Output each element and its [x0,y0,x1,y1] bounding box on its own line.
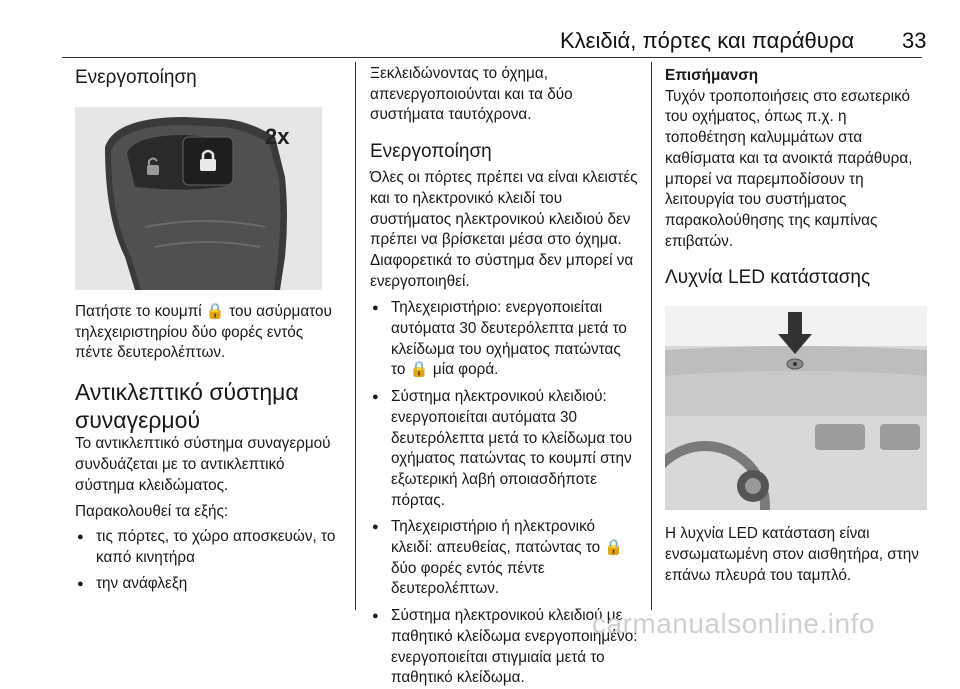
activation-subheading: Ενεργοποίηση [370,141,492,163]
page-header [0,0,960,58]
list-item: ● Τηλεχειριστήριο: ενεργοποιείται αυτόματα 30 δευτερόλεπτα μετά το κλείδωμα του οχήματος πατώντας το 🔒 μία φορά. [370,298,638,381]
list-item: ● Σύστημα ηλεκτρονικού κλειδιού με παθητικό κλείδωμα ενεργοποιημένο: ενεργοποιείται στιγμιαία μετά το παθητικό κλείδωμα. [370,606,638,689]
left-paragraph-3: Παρακολουθεί τα εξής: [75,503,229,521]
left-paragraph-1: Πατήστε το κουμπί 🔒 του ασύρματου τηλεχειριστηρίου δύο φορές εντός πέντε δευτερολέπτων. [75,303,332,362]
left-column [75,60,345,595]
left-paragraph-2: Το αντικλεπτικό σύστημα συναγερμού συνδυάζεται με το αντικλεπτικό σύστημα κλειδώματος. [75,435,331,494]
page-number: 33 [902,28,927,53]
note-text: Τυχόν τροποποιήσεις στο εσωτερικό του οχήματος, όπως π.χ. η τοποθέτηση καλυμμάτων στα καθίσματα και τα ανοικτά παράθυρα, μπορεί να παρεμποδίσουν τη λειτουργία του συστήματος παρακολούθησης της καμπίνας επιβατών. [665,87,913,250]
alarm-system-title: Αντικλεπτικό σύστημα συναγερμού [75,379,299,434]
column-divider-right [651,62,652,610]
list-item: ● τις πόρτες, το χώρο αποσκευών, το καπό κινητήρα [75,527,345,568]
column-divider-left [355,62,356,610]
list-item: ● Σύστημα ηλεκτρονικού κλειδιού: ενεργοποιείται αυτόματα 30 δευτερόλεπτα μετά το κλείδωμα του οχήματος πατώντας το κουμπί στην εξωτερική λαβή οποιασδήποτε πόρτας. [370,387,638,511]
status-led-heading: Λυχνία LED κατάστασης [665,267,871,289]
middle-paragraph-2: Όλες οι πόρτες πρέπει να είναι κλειστές και το ηλεκτρονικό κλειδί του συστήματος ηλεκτρονικού κλειδιού δεν πρέπει να βρίσκεται μέσα στο όχημα. Διαφορετικά το σύστημα δεν μπορεί να ενεργοποιηθεί. [370,169,638,290]
monitored-list [75,527,345,595]
middle-paragraph-1: Ξεκλειδώνοντας το όχημα, απενεργοποιούνται και τα δύο συστήματα ταυτόχρονα. [370,65,573,124]
right-paragraph-1: Η λυχνία LED κατάσταση είναι ενσωματωμένη στον αισθητήρα, στην επάνω πλευρά του ταμπλό. [665,525,919,584]
dashboard-illustration [665,306,927,510]
dashboard-led-figure [665,306,927,510]
led-sensor [787,359,803,369]
watermark: carmanualsonline.info [592,608,875,639]
activation-heading: Ενεργοποίηση [75,67,197,88]
key-fob-figure [75,107,322,290]
list-item: ● την ανάφλεξη [75,574,345,595]
note-title: Επισήμανση [665,67,759,84]
middle-column [370,60,638,689]
right-column [665,60,931,586]
list-item: ● Τηλεχειριστήριο ή ηλεκτρονικό κλειδί: απευθείας, πατώντας το 🔒 δύο φορές εντός πέντε δευτερολέπτων. [370,517,638,600]
press-count-label: 2x [265,124,290,149]
header-rule [62,57,922,58]
header-title: Κλειδιά, πόρτες και παράθυρα [560,28,855,53]
